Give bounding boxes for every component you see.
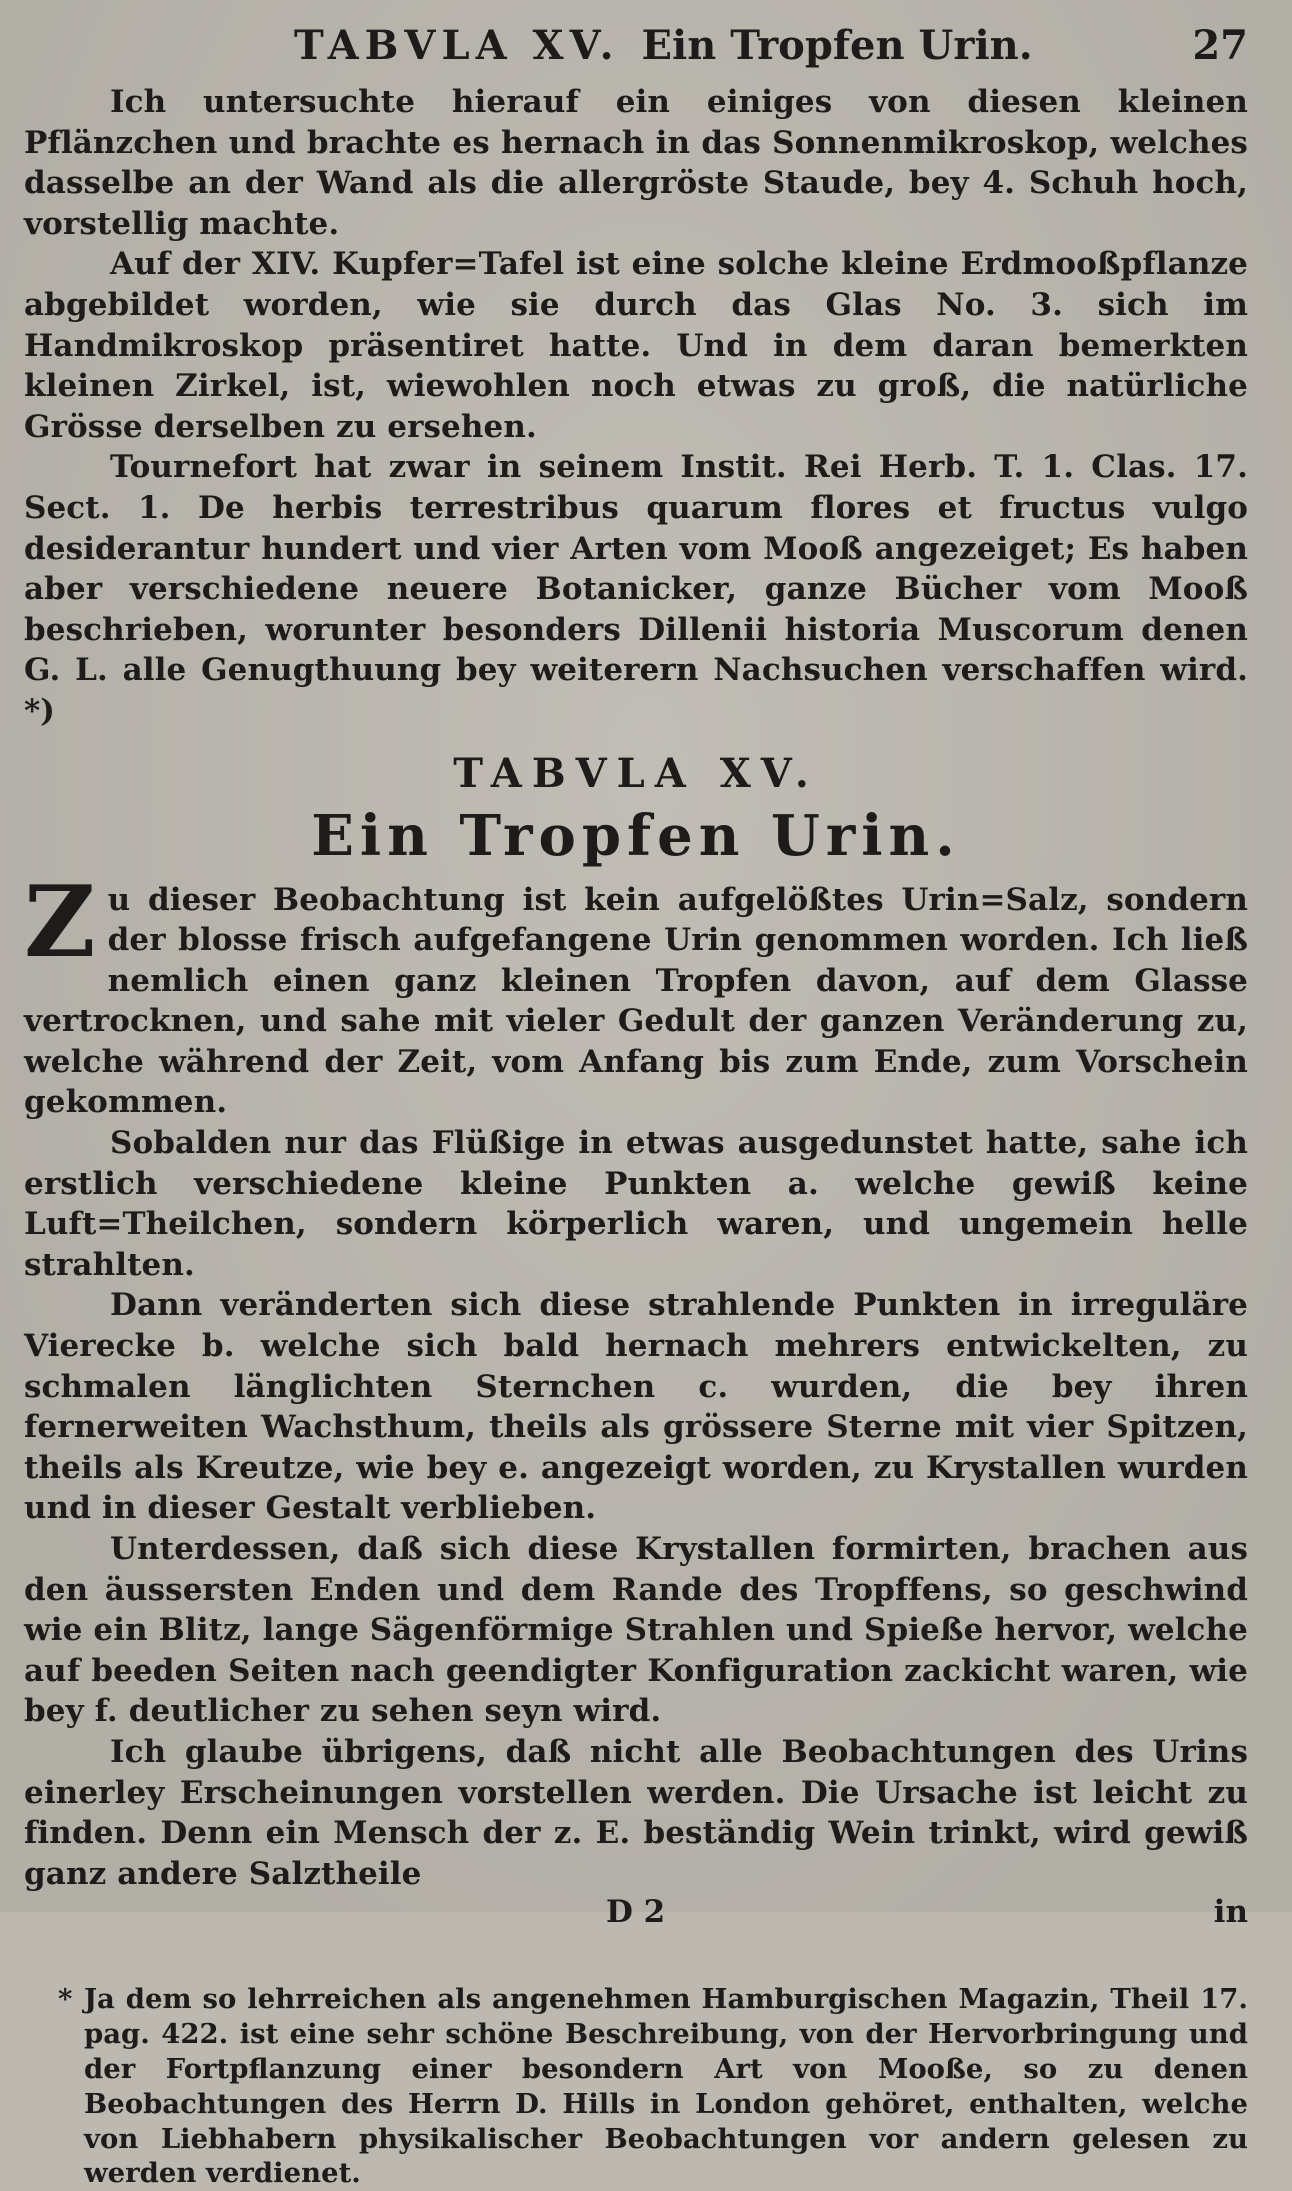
section-title: Ein Tropfen Urin. (311, 802, 961, 869)
paragraph-main-3: Dann veränderten sich diese strahlende Punkten in irreguläre Vierecke b. welche sich bald hernach mehrers entwickelten, zu schmalen länglichten Sternchen c. wurden, die bey ihren fernerweiten Wachsthum, theils als grössere Sterne mit vier Spitzen, theils als Kreutze, wie bey e. angezeigt worden, zu Krystallen wurden und in dieser Gestalt verblieben. (24, 1287, 1248, 1527)
section-heading: TABVLA XV. (453, 749, 819, 797)
running-head-title (294, 22, 1033, 69)
paragraph-top-1: Ich untersuchte hierauf ein einiges von diesen kleinen Pflänzchen und brachte es hernach in das Sonnenmikroskop, welches dasselbe an der Wand als die allergröste Staude, bey 4. Schuh hoch, vorstellig machte. (24, 84, 1248, 242)
paragraph-top-3: Tournefort hat zwar in seinem Instit. Rei Herb. T. 1. Clas. 17. Sect. 1. De herbis terrestribus quarum flores et fructus vulgo desiderantur hundert und vier Arten vom Mooß angezeiget; Es haben aber verschiedene neuere Botanicker, ganze Bücher vom Mooß beschrieben, worunter besonders Dillenii historia Muscorum denen G. L. alle Genugthuung bey weiterern Nachsuchen verschaffen wird. *) (24, 449, 1248, 729)
footnote-marker: * (58, 1983, 73, 2016)
catchline (24, 1894, 1248, 1934)
running-head (24, 22, 1248, 82)
page-number: 27 (1192, 22, 1248, 69)
paragraph-main-5: Ich glaube übrigens, daß nicht alle Beobachtungen des Urins einerley Erscheinungen vorstellen werden. Die Ursache ist leicht zu finden. Denn ein Mensch der z. E. beständig Wein trinkt, wird gewiß ganz andere Salztheile (24, 1733, 1248, 1892)
running-head-german: Ein Tropfen Urin. (641, 22, 1033, 69)
signature-mark: D 2 (606, 1894, 666, 1931)
catchword: in (1213, 1894, 1248, 1931)
paragraph-main-2: Sobalden nur das Flüßige in etwas ausgedunstet hatte, sahe ich erstlich verschiedene kleine Punkten a. welche gewiß keine Luft=Theilchen, sondern körperlich waren, und ungemein helle strahlten. (24, 1125, 1248, 1283)
footnote (58, 1982, 1248, 2191)
running-head-latin: TABVLA XV. (294, 22, 620, 69)
paragraph-main-4: Unterdessen, daß sich diese Krystallen formirten, brachen aus den äussersten Enden und dem Rande des Tropffens, so geschwind wie ein Blitz, lange Sägenförmige Strahlen und Spieße hervor, welche auf beeden Seiten nach geendigter Konfiguration zackicht waren, wie bey f. deutlicher zu sehen seyn wird. (24, 1531, 1248, 1730)
paragraph-main-1: Zu dieser Beobachtung ist kein aufgelößtes Urin=Salz, sondern der blosse frisch aufgefangene Urin genommen worden. Ich ließ nemlich einen ganz kleinen Tropfen davon, auf dem Glasse vertrocknen, und sahe mit vieler Gedult der ganzen Veränderung zu, welche während der Zeit, vom Anfang bis zum Ende, zum Vorschein gekommen. (24, 864, 1248, 1121)
paragraph-top-2: Auf der XIV. Kupfer=Tafel ist eine solche kleine Erdmooßpflanze abgebildet worden, wie sie durch das Glas No. 3. sich im Handmikroskop präsentiret hatte. Und in dem daran bemerkten kleinen Zirkel, ist, wiewohlen noch etwas zu groß, die natürliche Grösse derselben zu ersehen. (24, 246, 1248, 445)
footnote-text: Ja dem so lehrreichen als angenehmen Hamburgischen Magazin, Theil 17. pag. 422. ist eine sehr schöne Beschreibung, von der Hervorbringung und der Fortpflanzung einer besondern Art von Mooße, so zu denen Beobachtungen des Herrn D. Hills in London gehöret, enthalten, welche von Liebhabern physikalischer Beobachtungen vor andern gelesen zu werden verdienet. (84, 1983, 1248, 2190)
